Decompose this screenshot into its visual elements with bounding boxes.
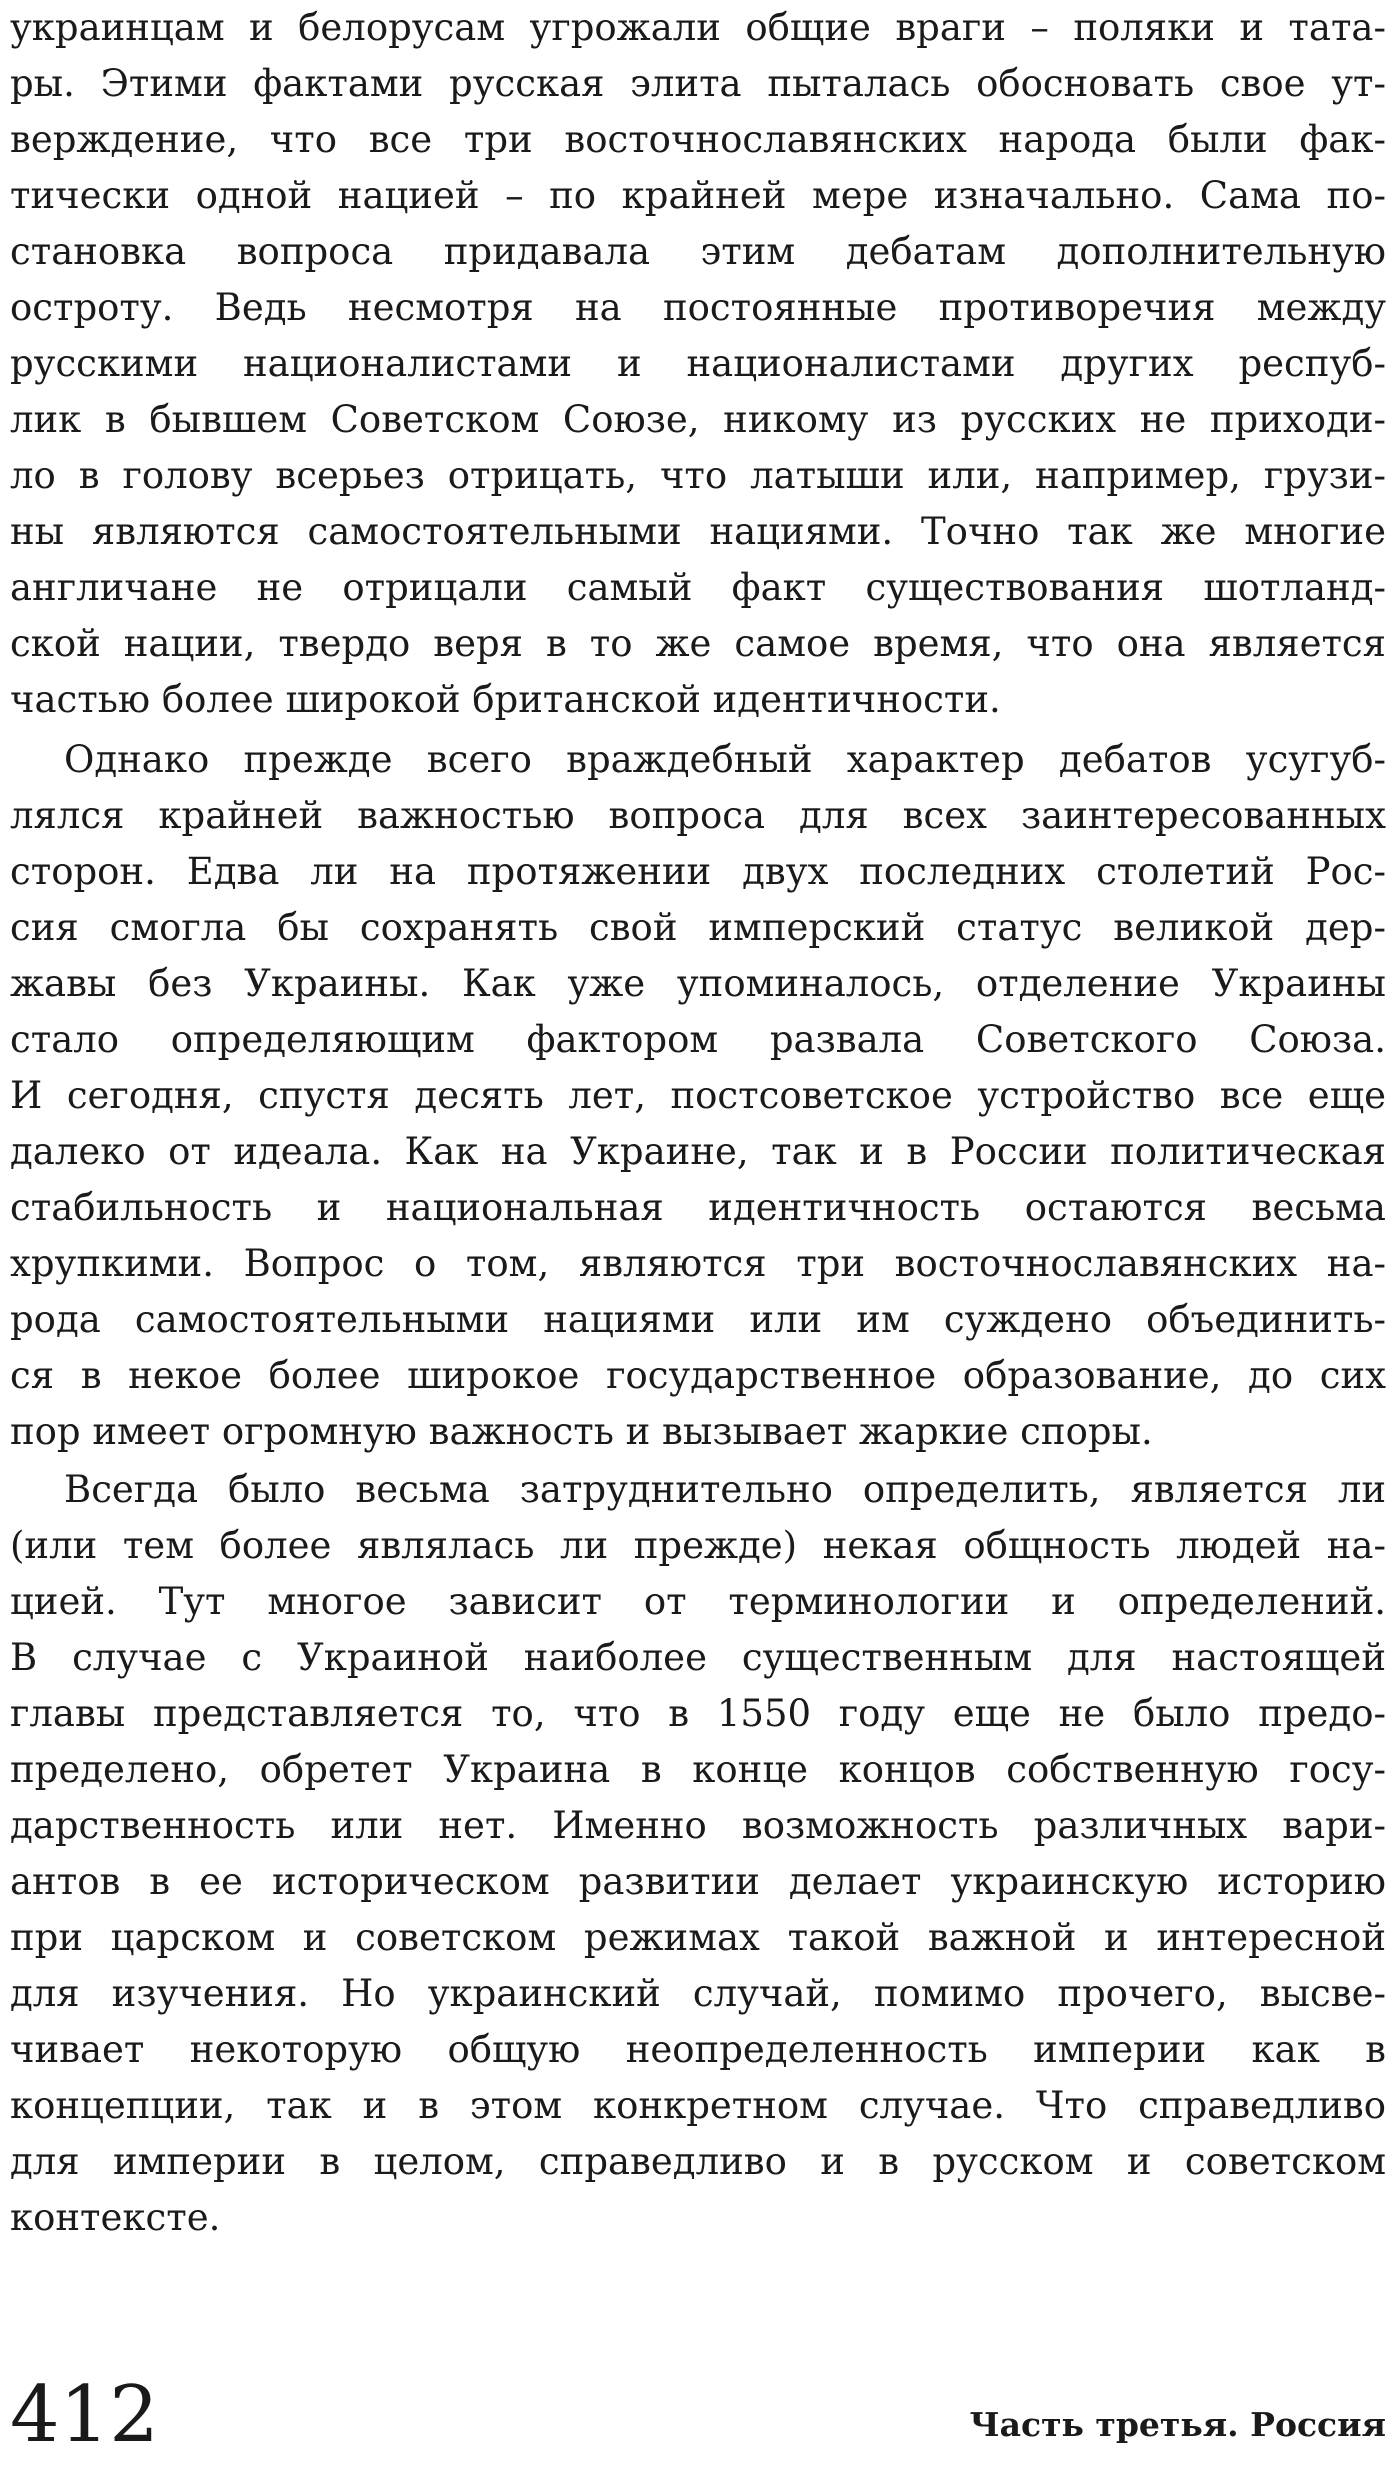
text-line: дарственность или нет. Именно возможность различных вари- — [10, 1804, 1386, 1847]
text-line: стало определяющим фактором развала Советского Союза. — [10, 1018, 1386, 1061]
text-line: жавы без Украины. Как уже упоминалось, отделение Украины — [10, 962, 1386, 1005]
text-line: для империи в целом, справедливо и в русском и советском — [10, 2140, 1386, 2183]
text-line: рода самостоятельными нациями или им суждено объединить- — [10, 1298, 1386, 1341]
text-line: тически одной нацией – по крайней мере изначально. Сама по- — [10, 174, 1386, 217]
text-line: (или тем более являлась ли прежде) некая общность людей на- — [10, 1524, 1386, 1567]
text-line: ры. Этими фактами русская элита пыталась обосновать свое ут- — [10, 62, 1386, 105]
text-line: далеко от идеала. Как на Украине, так и в России политическая — [10, 1130, 1386, 1173]
text-line: при царском и советском режимах такой важной и интересной — [10, 1916, 1386, 1959]
text-line: для изучения. Но украинский случай, помимо прочего, высве- — [10, 1972, 1386, 2015]
text-line: антов в ее историческом развитии делает украинскую историю — [10, 1860, 1386, 1903]
text-line: стабильность и национальная идентичность остаются весьма — [10, 1186, 1386, 1229]
text-line: сия смогла бы сохранять свой имперский статус великой дер- — [10, 906, 1386, 949]
text-line: И сегодня, спустя десять лет, постсоветское устройство все еще — [10, 1074, 1386, 1117]
text-line: ны являются самостоятельными нациями. Точно так же многие — [10, 510, 1386, 553]
text-line: ской нации, твердо веря в то же самое время, что она является — [10, 622, 1386, 665]
text-line: пределено, обретет Украина в конце концов собственную госу- — [10, 1748, 1386, 1791]
text-line: ся в некое более широкое государственное образование, до сих — [10, 1354, 1386, 1397]
text-line: ло в голову всерьез отрицать, что латыши или, например, грузи- — [10, 454, 1386, 497]
text-line: частью более широкой британской идентичности. — [10, 678, 1001, 721]
text-line: концепции, так и в этом конкретном случае. Что справедливо — [10, 2084, 1386, 2127]
text-line: чивает некоторую общую неопределенность империи как в — [10, 2028, 1386, 2071]
text-line: цией. Тут многое зависит от терминологии и определений. — [10, 1580, 1386, 1623]
book-page — [10, 0, 1386, 2472]
text-line: лялся крайней важностью вопроса для всех заинтересованных — [10, 794, 1386, 837]
running-title: Часть третья. Россия — [969, 2405, 1386, 2444]
page-number: 412 — [10, 2370, 159, 2460]
text-line: главы представляется то, что в 1550 году еще не было предо- — [10, 1692, 1386, 1735]
text-line: русскими националистами и националистами других респуб- — [10, 342, 1386, 385]
text-line: контексте. — [10, 2196, 221, 2239]
text-line: В случае с Украиной наиболее существенным для настоящей — [10, 1636, 1386, 1679]
text-line: лик в бывшем Советском Союзе, никому из русских не приходи- — [10, 398, 1386, 441]
text-line: становка вопроса придавала этим дебатам дополнительную — [10, 230, 1386, 273]
text-line: пор имеет огромную важность и вызывает жаркие споры. — [10, 1410, 1153, 1453]
text-line: украинцам и белорусам угрожали общие враги – поляки и тата- — [10, 6, 1386, 49]
text-line: остроту. Ведь несмотря на постоянные противоречия между — [10, 286, 1386, 329]
text-line: Всегда было весьма затруднительно определить, является ли — [64, 1468, 1386, 1511]
text-line: сторон. Едва ли на протяжении двух последних столетий Рос- — [10, 850, 1386, 893]
text-line: верждение, что все три восточнославянских народа были фак- — [10, 118, 1386, 161]
text-line: Однако прежде всего враждебный характер дебатов усугуб- — [64, 738, 1386, 781]
text-line: хрупкими. Вопрос о том, являются три восточнославянских на- — [10, 1242, 1386, 1285]
text-line: англичане не отрицали самый факт существования шотланд- — [10, 566, 1386, 609]
